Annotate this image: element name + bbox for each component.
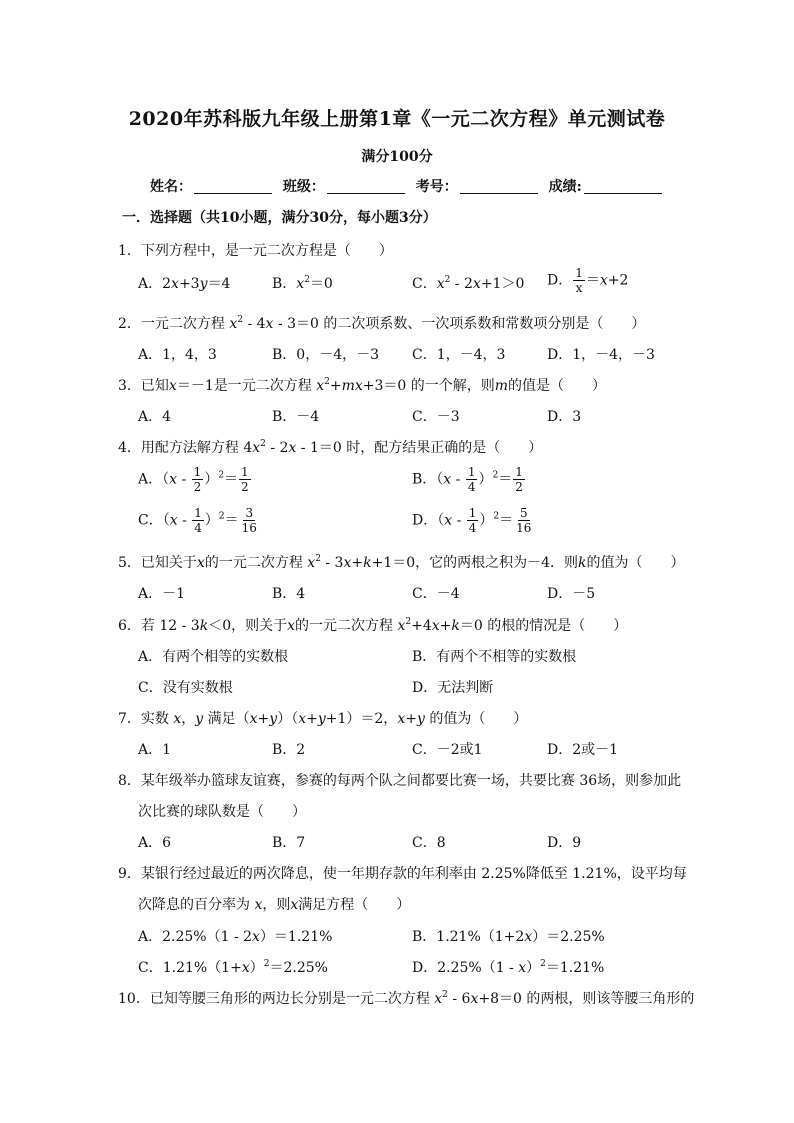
section-title: 一．选择题（共10小题，满分30分，每小题3分） — [122, 210, 437, 226]
question-6-stem: 6．若 12 - 3k＜0，则关于x的一元二次方程 $x^2+4x+k=0$ 的根的情况是（ ） — [118, 617, 628, 634]
page-title: 2020年苏科版九年级上册第1章《一元二次方程》单元测试卷 — [128, 108, 666, 130]
q8-option-c: C．8 — [412, 835, 446, 851]
q9-option-a: A．2.25%（1 - 2x）＝1.21% — [138, 929, 333, 945]
score-blank[interactable] — [584, 179, 662, 194]
q1-option-c: C．$x^2 - 2x+1>0$ — [412, 275, 525, 292]
question-8-stem-cont: 次比赛的球队数是（ ） — [138, 804, 306, 820]
question-5-stem: 5．已知关于x的一元二次方程 $x^2 - 3x+k+1=0$，它的两根之积为－4．则k的值为（ ） — [118, 554, 685, 571]
q9-option-b: B．1.21%（1+2x）＝2.25% — [412, 929, 605, 945]
q6-option-d: D．无法判断 — [412, 680, 494, 696]
q1-option-d: D． $\frac{1}{x}$ ＝x+2 — [547, 266, 629, 295]
question-9-stem: 9．某银行经过最近的两次降息，使一年期存款的年利率由 2.25%降低至 1.21%，设平均每 — [118, 866, 687, 882]
q5-option-d: D．－5 — [547, 586, 596, 602]
q7-option-d: D．2或－1 — [547, 742, 619, 758]
q4-option-a: A．（x - $\frac{1}{2}$ ）$^2$＝ $\frac{1}{2}$ — [138, 465, 249, 494]
q2-option-b: B．0，－4，－3 — [272, 347, 380, 363]
q3-option-a: A．4 — [138, 409, 172, 425]
class-blank[interactable] — [327, 179, 405, 194]
question-3-stem: 3．已知x＝－1是一元二次方程 $x^2+mx+3=0$ 的一个解，则m的值是（ ） — [118, 377, 607, 394]
q4-option-c: C．（x - $\frac{1}{4}$ ）$^2$＝ $\frac{3}{16}$ — [138, 506, 257, 535]
question-7-stem: 7．实数 x，y 满足（x+y）（x+y+1）＝2，x+y 的值为（ ） — [118, 711, 528, 727]
student-info-row — [150, 176, 668, 196]
q7-option-c: C．－2或1 — [412, 742, 483, 758]
question-4-stem: 4．用配方法解方程 $4x^2 - 2x - 1=0$ 时，配方结果正确的是（ ） — [118, 439, 543, 456]
question-10-stem: 10．已知等腰三角形的两边长分别是一元二次方程 $x^2 - 6x+8=0$ 的两根，则该等腰三角形的 — [118, 990, 695, 1007]
q1-option-b: B．$x^2=0$ — [272, 275, 333, 292]
exam-no-label: 考号： — [415, 179, 458, 195]
q9-option-d: D．2.25%（1 - x）$^2$＝1.21% — [412, 959, 605, 976]
q1-option-a: A．2x+3y＝4 — [138, 276, 231, 292]
class-label: 班级： — [282, 179, 325, 195]
q6-option-c: C．没有实数根 — [138, 680, 233, 696]
question-8-stem: 8．某年级举办篮球友谊赛，参赛的每两个队之间都要比赛一场，共要比赛 36场，则参加此 — [118, 773, 682, 789]
q4-option-b: B．（x - $\frac{1}{4}$ ）$^2$＝ $\frac{1}{2}$ — [412, 465, 523, 494]
q2-option-c: C．1，－4，3 — [412, 347, 506, 363]
q3-option-d: D．3 — [547, 409, 582, 425]
score-label: 成绩: — [548, 179, 582, 195]
q7-option-a: A．1 — [138, 742, 172, 758]
q5-option-c: C．－4 — [412, 586, 460, 602]
q2-option-a: A．1，4，3 — [138, 347, 217, 363]
q7-option-b: B．2 — [272, 742, 306, 758]
q8-option-a: A．6 — [138, 835, 172, 851]
name-blank[interactable] — [194, 179, 272, 194]
q8-option-b: B．7 — [272, 835, 306, 851]
q2-option-d: D．1，－4，－3 — [547, 347, 655, 363]
q5-option-a: A．－1 — [138, 586, 186, 602]
full-score: 满分100分 — [361, 149, 433, 165]
q3-option-c: C．－3 — [412, 409, 460, 425]
q6-option-a: A．有两个相等的实数根 — [138, 649, 289, 665]
question-2-stem: 2．一元二次方程 $x^2 - 4x - 3=0$ 的二次项系数、一次项系数和常数项分别是（ ） — [118, 315, 646, 332]
q6-option-b: B．有两个不相等的实数根 — [412, 649, 577, 665]
q8-option-d: D．9 — [547, 835, 582, 851]
question-1-stem: 1．下列方程中，是一元二次方程是（ ） — [118, 243, 393, 259]
q5-option-b: B．4 — [272, 586, 306, 602]
exam-no-blank[interactable] — [460, 179, 538, 194]
question-9-stem-cont: 次降息的百分率为 x，则x满足方程（ ） — [138, 897, 411, 913]
name-label: 姓名： — [150, 179, 192, 195]
q3-option-b: B．－4 — [272, 409, 320, 425]
q4-option-d: D．（x - $\frac{1}{4}$ ）$^2$＝ $\frac{5}{16}$ — [412, 506, 532, 535]
q9-option-c: C．$1.21\%(1+x)^2=2.25\%$ — [138, 959, 328, 976]
